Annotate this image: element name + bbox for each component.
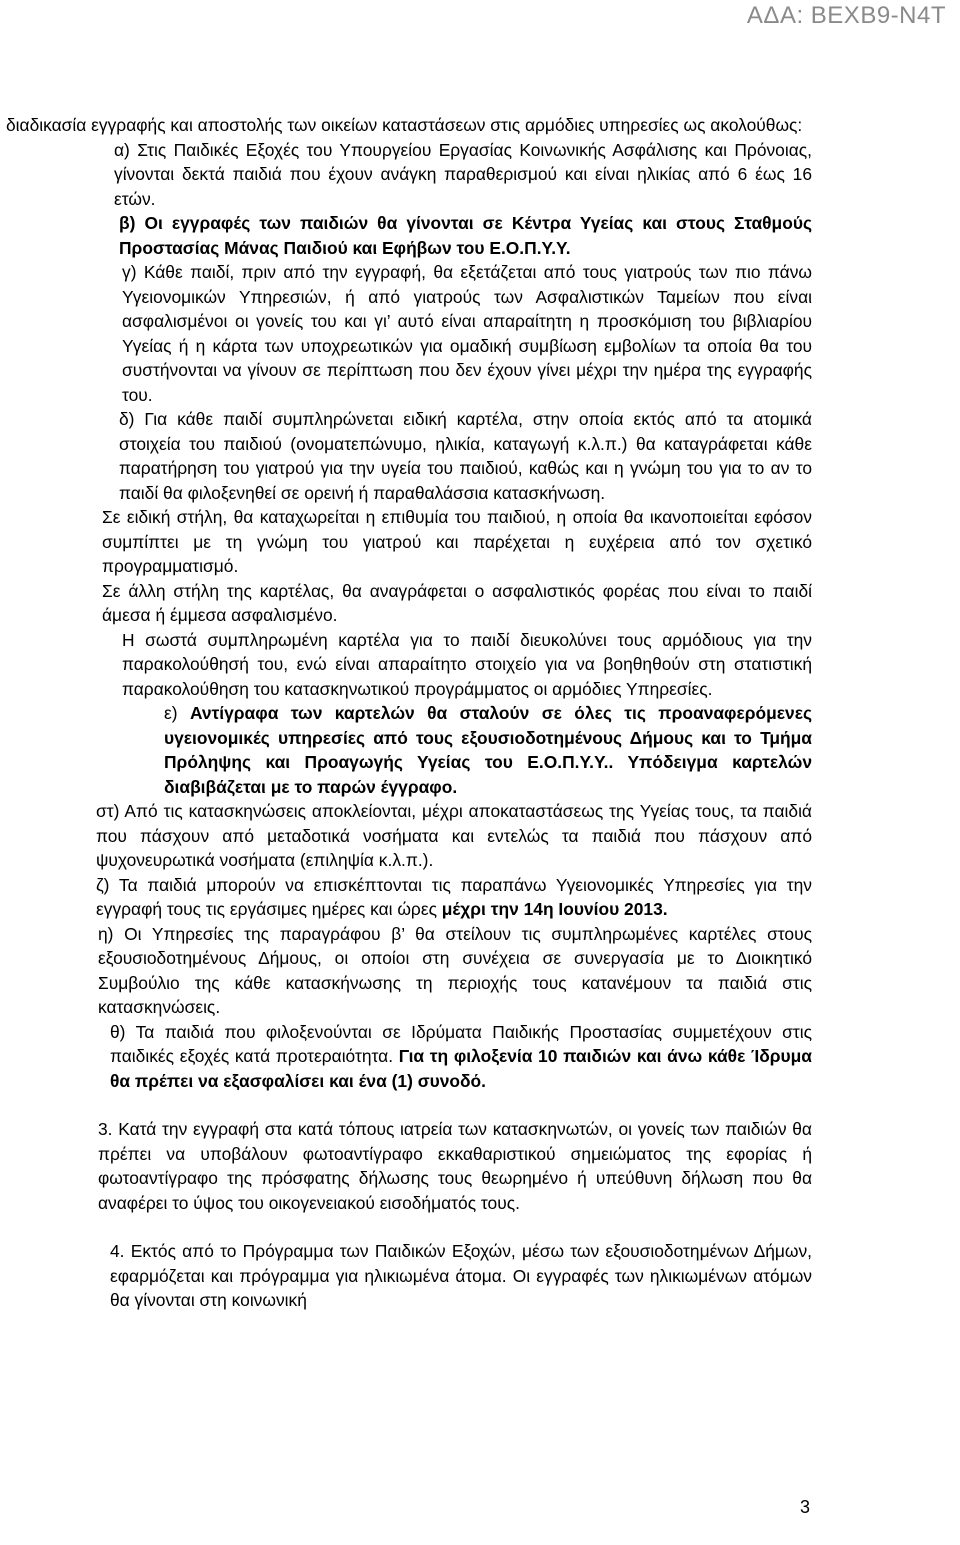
paragraph-item-th bbox=[6, 1020, 812, 1094]
paragraph-item-e bbox=[6, 701, 812, 799]
item-b-bold-text: β) Οι εγγραφές των παιδιών θα γίνονται σε Κέντρα Υγείας και στους Σταθμούς Προστασίας Μάνας Παιδιού και Εφήβων του Ε.Ο.Π.Υ.Υ. bbox=[119, 213, 812, 258]
item-z-text: ζ) Τα παιδιά μπορούν να επισκέπτονται τις παραπάνω Υγειονομικές Υπηρεσίες για την εγγραφή τους τις εργάσιμες ημέρες και ώρες bbox=[96, 874, 812, 919]
paragraph-item-a: α) Στις Παιδικές Εξοχές του Υπουργείου Εργασίας Κοινωνικής Ασφάλισης και Πρόνοιας, γίνονται δεκτά παιδιά που έχουν ανάγκη παραθερισμού και είναι ηλικίας από 6 έως 16 ετών. bbox=[114, 139, 812, 209]
paragraph-intro: διαδικασία εγγραφής και αποστολής των οικείων καταστάσεων στις αρμόδιες υπηρεσίες ως ακολούθως: bbox=[6, 115, 803, 135]
paragraph-item-c: γ) Κάθε παιδί, πριν από την εγγραφή, θα εξετάζεται από τους γιατρούς των πιο πάνω Υγειονομικών Υπηρεσιών, ή από γιατρούς των Ασφαλιστικών Ταμείων που είναι ασφαλισμένοι οι γονείς του και γι’ αυτό είναι απαραίτητη η προσκόμιση του βιβλιαρίου Υγείας ή η κάρτα των υποχρεωτικών για ομαδική συμβίωση εμβολίων τα οποία θα του συστήνονται να γίνουν σε περίπτωση που δεν έχουν γίνει μέχρι την ημέρα της εγγραφής του. bbox=[122, 262, 812, 405]
paragraph-item-b bbox=[6, 211, 812, 260]
paragraph-complete-card: Η σωστά συμπληρωμένη καρτέλα για το παιδί διευκολύνει τους αρμόδιους για την παρακολούθησή του, ενώ είναι απαραίτητο στοιχείο για να βοηθηθούν στη στατιστική παρακολούθηση του κατασκηνωτικού προγράμματος οι αρμόδιες Υπηρεσίες. bbox=[122, 629, 812, 699]
item-z-bold-deadline: μέχρι την 14η Ιουνίου 2013. bbox=[441, 899, 668, 919]
item-e-prefix: ε) bbox=[164, 703, 190, 723]
paragraph-special-column: Σε ειδική στήλη, θα καταχωρείται η επιθυμία του παιδιού, η οποία θα ικανοποιείται εφόσον συμπίπτει με τη γνώμη του γιατρού και παρέχεται η ευχέρεια από τον σχετικό προγραμματισμό. bbox=[102, 507, 812, 576]
item-e-bold-text: Αντίγραφα των καρτελών θα σταλούν σε όλες τις προαναφερόμενες υγειονομικές υπηρεσίες από τους εξουσιοδοτημένους Δήμους και το Τμήμα Πρόληψης και Προαγωγής Υγείας του Ε.Ο.Π.Υ.Υ.. Υπόδειγμα καρτελών διαβιβάζεται με το παρών έγγραφο. bbox=[164, 703, 812, 797]
item-th-bold-text: Για τη φιλοξενία 10 παιδιών και άνω κάθε Ίδρυμα θα πρέπει να εξασφαλίσει και ένα (1) συνοδό. bbox=[110, 1046, 812, 1091]
paragraph-item-d: δ) Για κάθε παιδί συμπληρώνεται ειδική καρτέλα, στην οποία εκτός από τα ατομικά στοιχεία του παιδιού (ονοματεπώνυμο, ηλικία, καταγωγή κ.λ.π.) θα καταγράφεται κάθε παρατήρηση του γιατρού για την υγεία του παιδιού, καθώς και η γνώμη του για το αν το παιδί θα φιλοξενηθεί σε ορεινή ή παραθαλάσσια κατασκήνωση. bbox=[119, 409, 812, 503]
item-th-text: θ) Τα παιδιά που φιλοξενούνται σε Ιδρύματα Παιδικής Προστασίας συμμετέχουν στις παιδικές εξοχές κατά προτεραιότητα. bbox=[110, 1021, 812, 1066]
paragraph-other-column: Σε άλλη στήλη της καρτέλας, θα αναγράφεται ο ασφαλιστικός φορέας που είναι το παιδί άμεσα ή έμμεσα ασφαλισμένο. bbox=[102, 580, 812, 625]
paragraph-item-z bbox=[6, 873, 812, 922]
page-number: 3 bbox=[800, 1497, 811, 1517]
document-body bbox=[6, 113, 812, 1313]
paragraph-section-4: 4. Εκτός από το Πρόγραμμα των Παιδικών Εξοχών, μέσω των εξουσιοδοτημένων Δήμων, εφαρμόζεται και πρόγραμμα για ηλικιωμένα άτομα. Οι εγγραφές των ηλικιωμένων ατόμων θα γίνονται στη κοινωνική bbox=[110, 1241, 812, 1310]
paragraph-section-3: 3. Κατά την εγγραφή στα κατά τόπους ιατρεία των κατασκηνωτών, οι γονείς των παιδιών θα πρέπει να υποβάλουν φωτοαντίγραφο εκκαθαριστικού σημειώματος της εφορίας ή φωτοαντίγραφο της πρόσφατης δήλωσης τους θεωρημένο ή υπεύθυνη δήλωση που θα αναφέρει το ύψος του οικογενειακού εισοδήματός τους. bbox=[98, 1119, 812, 1213]
paragraph-item-st: στ) Από τις κατασκηνώσεις αποκλείονται, μέχρι αποκαταστάσεως της Υγείας τους, τα παιδιά που πάσχουν από μεταδοτικά νοσήματα και εντελώς τα παιδιά που πάσχουν από ψυχονευρωτικά νοσήματα (επιληψία κ.λ.π.). bbox=[96, 801, 812, 870]
paragraph-item-h: η) Οι Υπηρεσίες της παραγράφου β’ θα στείλουν τις συμπληρωμένες καρτέλες στους εξουσιοδοτημένους Δήμους, οι οποίοι στη συνέχεια σε συνεργασία με το Διοικητικό Συμβούλιο της κάθε κατασκήνωσης τη περιοχής τους κατανέμουν τα παιδιά στις κατασκηνώσεις. bbox=[98, 923, 812, 1017]
document-header-ada: ΑΔΑ: ΒΕΧΒ9-Ν4Τ bbox=[746, 2, 946, 29]
